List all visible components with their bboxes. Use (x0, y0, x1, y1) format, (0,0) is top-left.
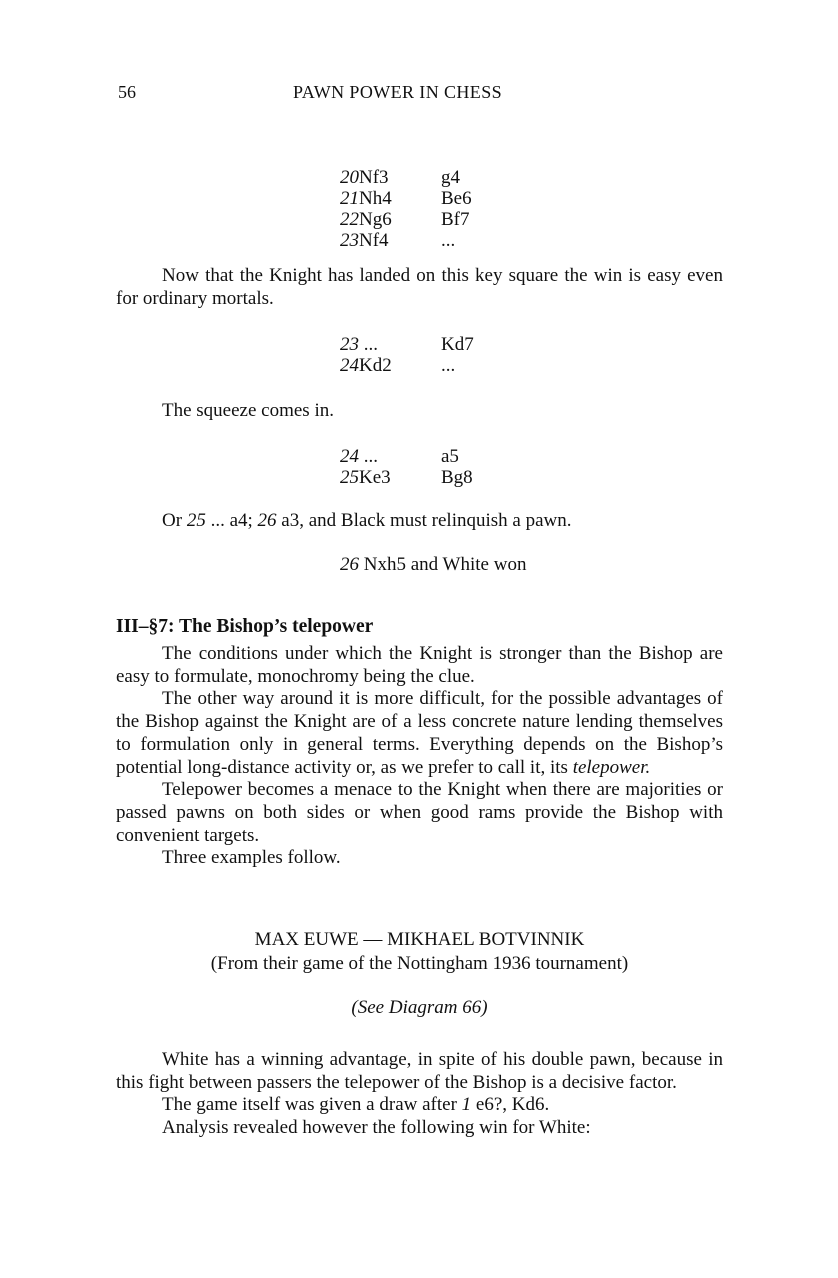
move-number: 23 (340, 230, 359, 251)
moves-block-1 (340, 167, 472, 251)
paragraph-text: Three examples follow. (162, 847, 341, 869)
white-move: Nf4 (359, 230, 389, 251)
closing-text (116, 1049, 723, 1140)
game-source: (From their game of the Nottingham 1936 tournament) (210, 953, 629, 974)
diagram-reference: (See Diagram 66) (351, 997, 488, 1018)
black-move: ... (441, 230, 456, 251)
move-row (340, 188, 472, 209)
paragraph-text: The squeeze comes in. (162, 400, 334, 421)
page-number: 56 (118, 82, 136, 102)
black-move: Bg8 (441, 467, 473, 488)
move-row (340, 334, 474, 355)
move-row (340, 355, 474, 376)
white-move: Ke3 (359, 467, 391, 488)
move-number: 23 (340, 334, 359, 355)
black-move: ... (441, 355, 456, 376)
black-move: g4 (441, 167, 460, 188)
paragraph-text: The conditions under which the Knight is stronger than the Bishop are easy to formulate, monochromy being the clue. (116, 643, 723, 687)
paragraph-text: White has a winning advantage, in spite of his double pawn, because in this fight between passers the telepower of the Bishop is a decisive factor. (116, 1049, 723, 1093)
paragraph-text: Telepower becomes a menace to the Knight when there are majorities or passed pawns on both sides or when good rams provide the Bishop with convenient targets. (116, 779, 723, 846)
paragraph-text: Now that the Knight has landed on this key square the win is easy even for ordinary mortals. (116, 265, 723, 309)
move-number: 25 (340, 467, 359, 488)
move-number: 22 (340, 209, 359, 230)
white-move: Nh4 (359, 188, 392, 209)
black-move: Be6 (441, 188, 472, 209)
move-number: 26 (340, 554, 359, 575)
white-move: Kd2 (359, 355, 392, 376)
paragraph-text: The other way around it is more difficult, for the possible advantages of the Bishop against the Knight are of a less concrete nature lending themselves to formulation only in general terms. Everything depends on the Bishop’s potential long-distance activity or, as we prefer to call it, its (116, 688, 723, 778)
black-move: Bf7 (441, 209, 470, 230)
paragraph-text: ... a4; (205, 510, 258, 531)
move-number: 25 (186, 510, 206, 531)
move-row (340, 209, 472, 230)
move-row (340, 167, 472, 188)
move-number: 26 (257, 510, 277, 531)
move-row (340, 467, 473, 488)
emphasis-text: telepower. (572, 756, 651, 778)
running-title: PAWN POWER IN CHESS (293, 82, 503, 102)
game-title: MAX EUWE — MIKHAEL BOTVINNIK (254, 929, 585, 950)
white-move: ... (363, 334, 378, 355)
final-move-text: Nxh5 and White won (359, 554, 527, 575)
paragraph-1 (116, 265, 723, 310)
move-number: 1 (461, 1094, 472, 1116)
move-number: 20 (340, 167, 359, 188)
move-number: 24 (340, 355, 359, 376)
paragraph-text: Analysis revealed however the following win for White: (162, 1117, 591, 1139)
paragraph-text: Or (162, 510, 187, 531)
paragraph-text: The game itself was given a draw after (162, 1094, 462, 1116)
paragraph-3 (116, 510, 723, 533)
paragraph-2 (116, 400, 723, 423)
move-number: 24 (340, 446, 359, 467)
move-number: 21 (340, 188, 359, 209)
moves-block-2 (340, 334, 474, 376)
final-move (340, 554, 526, 576)
move-row (340, 446, 473, 467)
paragraph-text: a3, and Black must relinquish a pawn. (276, 510, 572, 531)
white-move: ... (363, 446, 378, 467)
running-head (0, 82, 838, 106)
black-move: Kd7 (441, 334, 474, 355)
section-body (116, 643, 723, 870)
white-move: Nf3 (359, 167, 389, 188)
white-move: Ng6 (359, 209, 392, 230)
paragraph-text: e6?, Kd6. (471, 1094, 550, 1116)
black-move: a5 (441, 446, 459, 467)
move-row (340, 230, 472, 251)
section-heading: III–§7: The Bishop’s telepower (116, 616, 374, 637)
moves-block-3 (340, 446, 473, 488)
